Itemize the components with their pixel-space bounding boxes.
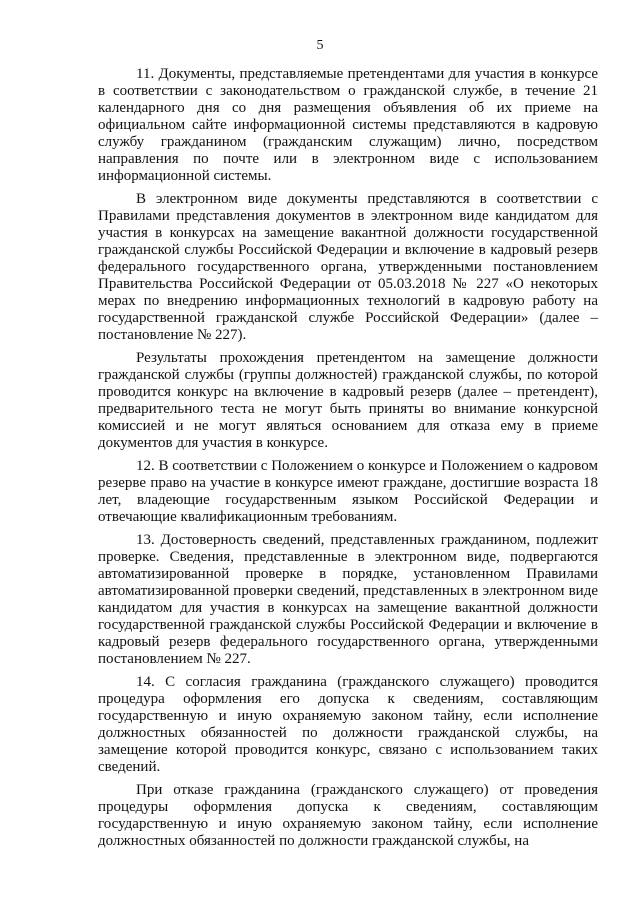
paragraph-12-eligibility: 12. В соответствии с Положением о конкурсе и Положением о кадровом резерве право на участие в конкурсе имеют граждане, достигшие возраста 18 лет, владеющие государственным языком Российской Федерации и отвечающие квалификационным требованиям.	[98, 458, 598, 525]
page-number: 5	[316, 38, 324, 53]
document-body	[98, 66, 598, 856]
paragraph-14-clearance: 14. С согласия гражданина (гражданского служащего) проводится процедура оформления его допуска к сведениям, составляющим государственную и иную охраняемую законом тайну, если исполнение должностных обязанностей по должности гражданской службы, на замещение которой проводится конкурс, связано с использованием таких сведений.	[98, 674, 598, 775]
paragraph-preliminary-test: Результаты прохождения претендентом на замещение должности гражданской службы (группы должностей) гражданской службы, по которой проводится конкурс на включение в кадровый резерв (далее – претендент), предварительного теста не могут быть приняты во внимание конкурсной комиссией и не могут являться основанием для отказа ему в приеме документов для участия в конкурсе.	[98, 350, 598, 451]
paragraph-electronic-documents: В электронном виде документы представляются в соответствии с Правилами представления документов в электронном виде кандидатом для участия в конкурсах на замещение вакантной должности государственной гражданской службы Российской Федерации и включение в кадровый резерв федерального государственного органа, утвержденными постановлением Правительства Российской Федерации от 05.03.2018 № 227 «О некоторых мерах по внедрению информационных технологий в кадровую работу на государственной гражданской службе Российской Федерации» (далее – постановление № 227).	[98, 191, 598, 343]
paragraph-11-documents: 11. Документы, представляемые претендентами для участия в конкурсе в соответствии с законодательством о гражданской службе, в течение 21 календарного дня со дня размещения объявления об их приеме на официальном сайте информационной системы представляются в кадровую службу гражданином (гражданским служащим) лично, посредством направления по почте или в электронном виде с использованием информационной системы.	[98, 66, 598, 184]
paragraph-13-verification: 13. Достоверность сведений, представленных гражданином, подлежит проверке. Сведения, представленные в электронном виде, подвергаются автоматизированной проверке в порядке, установленном Правилами автоматизированной проверки сведений, представленных в электронном виде кандидатом для участия в конкурсах на замещение вакантной должности государственной гражданской службы Российской Федерации и включение в кадровый резерв федерального государственного органа, утвержденными постановлением № 227.	[98, 532, 598, 667]
paragraph-refusal: При отказе гражданина (гражданского служащего) от проведения процедуры оформления допуска к сведениям, составляющим государственную и иную охраняемую законом тайну, если исполнение должностных обязанностей по должности гражданской службы, на	[98, 782, 598, 849]
